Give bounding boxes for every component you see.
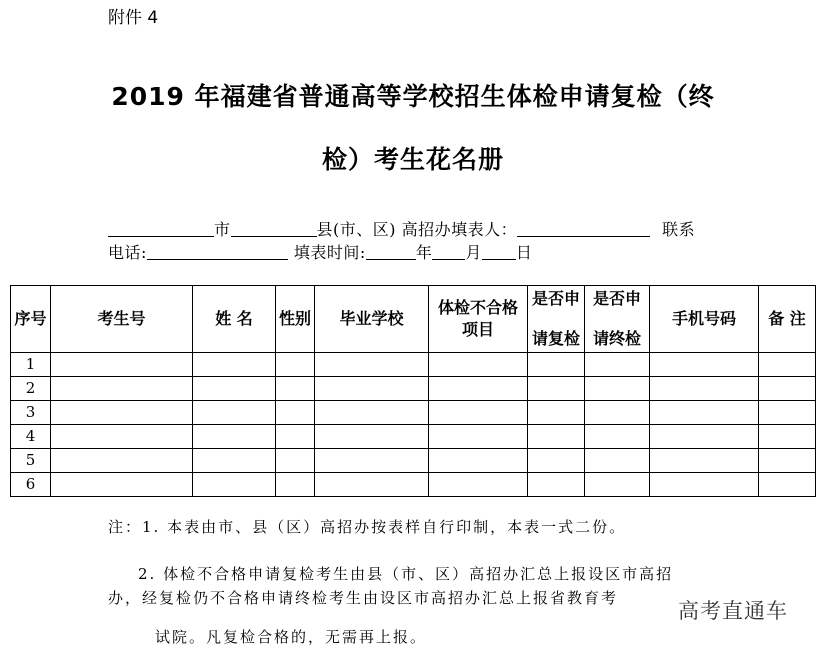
cell-graduate-school: [315, 425, 429, 449]
county-filler-label: 县(市、区) 高招办填表人：: [316, 220, 518, 239]
cell-name: [193, 401, 276, 425]
cell-remarks: [759, 401, 816, 425]
cell-exam-number: [51, 353, 193, 377]
table-row: [11, 353, 816, 377]
col-header-remarks: 备 注: [759, 286, 816, 353]
col-header-name: 姓 名: [193, 286, 276, 353]
cell-seq: 6: [11, 473, 51, 497]
cell-name: [193, 425, 276, 449]
col-header-failed-items-line1: 体检不合格: [437, 298, 518, 317]
cell-apply-recheck: [528, 425, 585, 449]
roster-table: [10, 285, 816, 497]
contact-label: 联系: [662, 220, 696, 239]
cell-apply-final-check: [585, 449, 650, 473]
cell-apply-recheck: [528, 401, 585, 425]
cell-apply-final-check: [585, 473, 650, 497]
note-2-line-3: 试院。凡复检合格的，无需再上报。: [155, 628, 428, 646]
cell-apply-final-check: [585, 377, 650, 401]
col-header-apply-final-check-line2: 请终检: [592, 329, 641, 348]
cell-exam-number: [51, 449, 193, 473]
cell-gender: [276, 353, 315, 377]
col-header-apply-recheck-line1: 是否申: [531, 289, 580, 308]
note-2-line-1: 2. 体检不合格申请复检考生由县（市、区）高招办汇总上报设区市高招: [138, 565, 674, 583]
cell-apply-recheck: [528, 449, 585, 473]
cell-phone-number: [650, 473, 759, 497]
city-blank: [108, 220, 214, 237]
cell-apply-recheck: [528, 353, 585, 377]
table-row: [11, 473, 816, 497]
cell-phone-number: [650, 449, 759, 473]
cell-remarks: [759, 425, 816, 449]
cell-phone-number: [650, 401, 759, 425]
day-blank: [482, 243, 516, 260]
month-blank: [432, 243, 465, 260]
cell-apply-final-check: [585, 425, 650, 449]
col-header-exam-number: 考生号: [51, 286, 193, 353]
col-header-apply-recheck-line2: 请复检: [531, 329, 580, 348]
cell-seq: 5: [11, 449, 51, 473]
cell-name: [193, 449, 276, 473]
cell-graduate-school: [315, 473, 429, 497]
city-label: 市: [214, 220, 231, 239]
cell-apply-recheck: [528, 473, 585, 497]
attachment-label: 附件 4: [108, 8, 159, 28]
cell-seq: 1: [11, 353, 51, 377]
cell-phone-number: [650, 425, 759, 449]
phone-label: 电话:: [108, 243, 147, 262]
cell-gender: [276, 401, 315, 425]
page-title-line-2: 检）考生花名册: [321, 145, 504, 174]
phone-blank: [147, 243, 288, 260]
cell-remarks: [759, 353, 816, 377]
col-header-apply-final-check: [585, 286, 650, 353]
cell-failed-items: [429, 353, 528, 377]
table-row: [11, 401, 816, 425]
cell-graduate-school: [315, 377, 429, 401]
cell-phone-number: [650, 377, 759, 401]
cell-name: [193, 353, 276, 377]
col-header-failed-items-line2: 项目: [461, 320, 494, 339]
cell-name: [193, 473, 276, 497]
col-header-phone-number: 手机号码: [650, 286, 759, 353]
cell-gender: [276, 425, 315, 449]
cell-failed-items: [429, 401, 528, 425]
fill-time-label: 填表时间:: [293, 243, 366, 262]
cell-apply-final-check: [585, 353, 650, 377]
cell-seq: 2: [11, 377, 51, 401]
cell-failed-items: [429, 377, 528, 401]
table-row: [11, 377, 816, 401]
cell-gender: [276, 473, 315, 497]
cell-gender: [276, 377, 315, 401]
cell-failed-items: [429, 473, 528, 497]
cell-seq: 3: [11, 401, 51, 425]
cell-graduate-school: [315, 401, 429, 425]
watermark: 高考直通车: [678, 599, 788, 623]
cell-remarks: [759, 473, 816, 497]
cell-gender: [276, 449, 315, 473]
cell-remarks: [759, 449, 816, 473]
col-header-apply-final-check-line1: 是否申: [592, 289, 641, 308]
day-label: 日: [515, 243, 533, 262]
year-blank: [366, 243, 416, 260]
cell-exam-number: [51, 473, 193, 497]
col-header-apply-recheck: [528, 286, 585, 353]
note-1: 注：1. 本表由市、县（区）高招办按表样自行印制，本表一式二份。: [108, 518, 627, 536]
cell-apply-recheck: [528, 377, 585, 401]
page-title-line-1: 2019 年福建省普通高等学校招生体检申请复检（终: [111, 82, 715, 111]
cell-graduate-school: [315, 353, 429, 377]
month-label: 月: [465, 243, 482, 262]
table-row: [11, 425, 816, 449]
cell-failed-items: [429, 425, 528, 449]
table-header-row: [11, 286, 816, 353]
cell-seq: 4: [11, 425, 51, 449]
col-header-graduate-school: 毕业学校: [315, 286, 429, 353]
col-header-failed-items: [429, 286, 528, 353]
table-row: [11, 449, 816, 473]
note-2-line-2: 办，经复检仍不合格申请终检考生由设区市高招办汇总上报省教育考: [108, 589, 619, 607]
filler-name-blank: [517, 220, 650, 237]
county-blank: [231, 220, 317, 237]
cell-exam-number: [51, 377, 193, 401]
cell-apply-final-check: [585, 401, 650, 425]
year-label: 年: [415, 243, 433, 262]
cell-remarks: [759, 377, 816, 401]
cell-phone-number: [650, 353, 759, 377]
cell-graduate-school: [315, 449, 429, 473]
col-header-gender: 性别: [276, 286, 315, 353]
fill-in-line-2: [108, 243, 532, 263]
col-header-seq: 序号: [11, 286, 51, 353]
cell-exam-number: [51, 425, 193, 449]
cell-name: [193, 377, 276, 401]
fill-in-line-1: [108, 220, 695, 240]
cell-exam-number: [51, 401, 193, 425]
cell-failed-items: [429, 449, 528, 473]
